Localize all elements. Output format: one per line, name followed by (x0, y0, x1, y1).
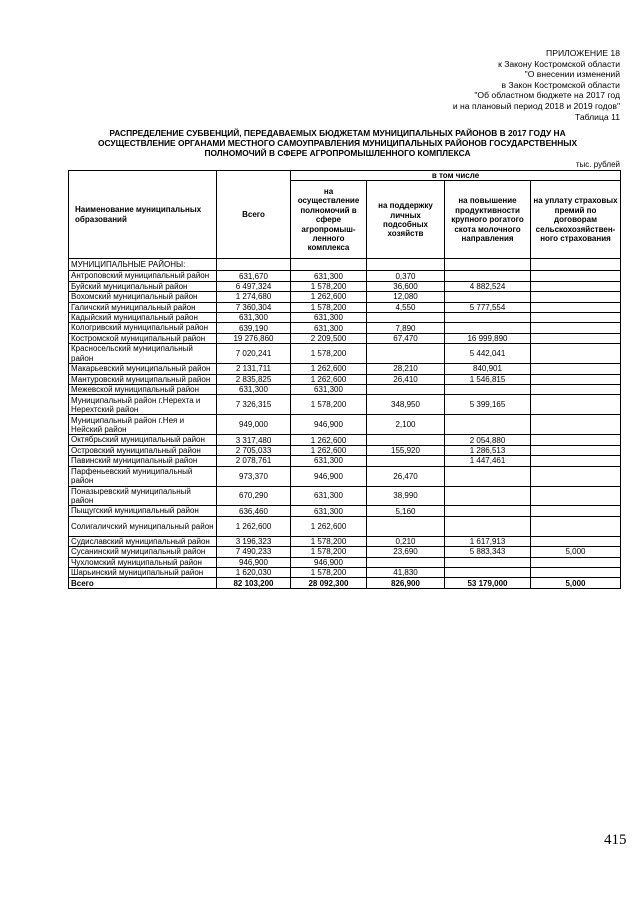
header-total: Всего (217, 171, 291, 259)
subsidy-table (68, 170, 621, 589)
agro-cell: 1 262,600 (291, 445, 367, 455)
cattle-cell (445, 506, 531, 516)
insurance-cell (531, 271, 621, 281)
table-row (69, 466, 621, 486)
insurance-cell (531, 557, 621, 567)
cattle-cell (445, 292, 531, 302)
total-cell: 631,670 (217, 271, 291, 281)
municipality-name: Антроповский муниципальный район (69, 271, 217, 281)
household-cell: 826,900 (367, 578, 445, 589)
agro-cell: 631,300 (291, 271, 367, 281)
municipality-name: Пыщугский муниципальный район (69, 506, 217, 516)
total-cell: 631,300 (217, 313, 291, 323)
header-insurance: на уплату страховых премий по договорам сельскохозяйствен-ного страхования (531, 181, 621, 259)
agro-cell: 1 262,600 (291, 292, 367, 302)
table-row (69, 567, 621, 577)
household-cell: 26,410 (367, 374, 445, 384)
total-cell: 7 020,241 (217, 344, 291, 364)
total-cell: 7 326,315 (217, 395, 291, 415)
total-cell: 670,290 (217, 486, 291, 506)
household-cell: 28,210 (367, 364, 445, 374)
total-cell: 631,300 (217, 385, 291, 395)
agro-cell: 1 262,600 (291, 435, 367, 445)
agro-cell: 946,900 (291, 415, 367, 435)
page-number: 415 (604, 832, 627, 848)
insurance-cell (531, 302, 621, 312)
cattle-cell (445, 385, 531, 395)
total-cell: 2 078,761 (217, 456, 291, 466)
cattle-cell (445, 516, 531, 536)
agro-cell: 631,300 (291, 385, 367, 395)
insurance-cell (531, 536, 621, 546)
insurance-cell (531, 516, 621, 536)
agro-cell: 1 578,200 (291, 281, 367, 291)
municipality-name: Павинский муниципальный район (69, 456, 217, 466)
municipality-name: Буйский муниципальный район (69, 281, 217, 291)
agro-cell: 1 578,200 (291, 395, 367, 415)
cattle-cell: 4 882,524 (445, 281, 531, 291)
municipality-name: Октябрьский муниципальный район (69, 435, 217, 445)
household-cell: 38,990 (367, 486, 445, 506)
household-cell: 155,920 (367, 445, 445, 455)
cattle-cell: 5 883,343 (445, 547, 531, 557)
title-line: ПОЛНОМОЧИЙ В СФЕРЕ АГРОПРОМЫШЛЕННОГО КОМПЛЕКСА (204, 148, 471, 159)
table-row (69, 547, 621, 557)
agro-cell: 946,900 (291, 466, 367, 486)
agro-cell: 1 578,200 (291, 547, 367, 557)
cattle-cell (445, 486, 531, 506)
household-cell: 4,550 (367, 302, 445, 312)
household-cell (367, 385, 445, 395)
total-cell: 1 620,030 (217, 567, 291, 577)
insurance-cell (531, 333, 621, 343)
appendix-header (360, 48, 620, 122)
household-cell: 26,470 (367, 466, 445, 486)
insurance-cell (531, 364, 621, 374)
total-cell: 7 490,233 (217, 547, 291, 557)
household-cell (367, 344, 445, 364)
section-label: МУНИЦИПАЛЬНЫЕ РАЙОНЫ: (69, 259, 217, 271)
insurance-cell (531, 506, 621, 516)
agro-cell: 2 209,500 (291, 333, 367, 343)
municipality-name: Муниципальный район г.Нерехта и Нерехтский район (69, 395, 217, 415)
insurance-cell (531, 374, 621, 384)
agro-cell: 1 578,200 (291, 536, 367, 546)
cattle-cell: 16 999,890 (445, 333, 531, 343)
unit-label: тыс. рублей (575, 160, 620, 169)
household-cell: 36,600 (367, 281, 445, 291)
cattle-cell: 5 777,554 (445, 302, 531, 312)
table-row (69, 292, 621, 302)
insurance-cell (531, 435, 621, 445)
household-cell: 41,830 (367, 567, 445, 577)
table-row (69, 445, 621, 455)
table-row (69, 302, 621, 312)
insurance-cell: 5,000 (531, 547, 621, 557)
insurance-cell (531, 323, 621, 333)
cattle-cell: 1 447,461 (445, 456, 531, 466)
cattle-cell: 5 442,041 (445, 344, 531, 364)
cattle-cell: 1 546,815 (445, 374, 531, 384)
household-cell: 67,470 (367, 333, 445, 343)
total-cell: 639,190 (217, 323, 291, 333)
municipality-name: Шарьинский муниципальный район (69, 567, 217, 577)
municipality-name: Солигаличский муниципальный район (69, 516, 217, 536)
household-cell (367, 557, 445, 567)
cattle-cell: 840,901 (445, 364, 531, 374)
header-group: в том числе (291, 171, 621, 181)
insurance-cell (531, 466, 621, 486)
insurance-cell (531, 567, 621, 577)
appendix-line: и на плановый период 2018 и 2019 годов" (452, 100, 620, 111)
total-cell: 19 276,860 (217, 333, 291, 343)
household-cell: 2,100 (367, 415, 445, 435)
header-household: на поддержку личных подсобных хозяйств (367, 181, 445, 259)
municipality-name: Судиславский муниципальный район (69, 536, 217, 546)
insurance-cell (531, 456, 621, 466)
municipality-name: Межевской муниципальный район (69, 385, 217, 395)
table-row (69, 281, 621, 291)
cattle-cell (445, 466, 531, 486)
table-row (69, 395, 621, 415)
cattle-cell (445, 415, 531, 435)
municipality-name: Всего (69, 578, 217, 589)
municipality-name: Костромской муниципальный район (69, 333, 217, 343)
total-cell: 6 497,324 (217, 281, 291, 291)
agro-cell: 1 262,600 (291, 374, 367, 384)
document-title (75, 128, 600, 159)
household-cell (367, 456, 445, 466)
household-cell: 0,370 (367, 271, 445, 281)
insurance-cell (531, 292, 621, 302)
municipality-name: Поназыревский муниципальный район (69, 486, 217, 506)
total-cell: 946,900 (217, 557, 291, 567)
appendix-line: в Закон Костромской области (501, 79, 620, 90)
table-row (69, 374, 621, 384)
municipality-name: Кадыйский муниципальный район (69, 313, 217, 323)
cattle-cell (445, 567, 531, 577)
insurance-cell (531, 395, 621, 415)
insurance-cell (531, 445, 621, 455)
household-cell: 5,160 (367, 506, 445, 516)
total-cell: 3 196,323 (217, 536, 291, 546)
cattle-cell: 1 286,513 (445, 445, 531, 455)
table-row (69, 557, 621, 567)
municipality-name: Парфеньевский муниципальный район (69, 466, 217, 486)
table-row (69, 344, 621, 364)
agro-cell: 631,300 (291, 456, 367, 466)
appendix-line: "Об областном бюджете на 2017 год (474, 90, 620, 101)
household-cell (367, 435, 445, 445)
appendix-line: "О внесении изменений (524, 69, 620, 80)
total-row (69, 578, 621, 589)
total-cell: 2 835,825 (217, 374, 291, 384)
cattle-cell: 1 617,913 (445, 536, 531, 546)
table-row (69, 435, 621, 445)
municipality-name: Красносельский муниципальный район (69, 344, 217, 364)
household-cell: 348,950 (367, 395, 445, 415)
agro-cell: 631,300 (291, 323, 367, 333)
household-cell (367, 516, 445, 536)
total-cell: 973,370 (217, 466, 291, 486)
insurance-cell (531, 281, 621, 291)
table-row (69, 516, 621, 536)
household-cell: 0,210 (367, 536, 445, 546)
household-cell: 23,690 (367, 547, 445, 557)
agro-cell: 1 262,600 (291, 364, 367, 374)
header-cattle: на повышение продуктивности крупного рогатого скота молочного направления (445, 181, 531, 259)
municipality-name: Кологривский муниципальный район (69, 323, 217, 333)
table-row (69, 415, 621, 435)
agro-cell: 1 578,200 (291, 302, 367, 312)
cattle-cell: 53 179,000 (445, 578, 531, 589)
municipality-name: Вохомский муниципальный район (69, 292, 217, 302)
appendix-line: Таблица 11 (574, 111, 620, 122)
total-cell: 2 705,033 (217, 445, 291, 455)
title-line: ОСУЩЕСТВЛЕНИЕ ОРГАНАМИ МЕСТНОГО САМОУПРАВЛЕНИЯ МУНИЦИПАЛЬНЫХ РАЙОНОВ ГОСУДАРСТВЕННЫХ (97, 138, 578, 149)
insurance-cell (531, 313, 621, 323)
insurance-cell (531, 344, 621, 364)
total-cell: 82 103,200 (217, 578, 291, 589)
cattle-cell (445, 323, 531, 333)
header-name: Наименование муниципальных образований (69, 171, 217, 259)
appendix-line: ПРИЛОЖЕНИЕ 18 (546, 48, 620, 58)
table-row (69, 271, 621, 281)
agro-cell: 28 092,300 (291, 578, 367, 589)
cattle-cell (445, 271, 531, 281)
municipality-name: Мантуровский муниципальный район (69, 374, 217, 384)
title-line: РАСПРЕДЕЛЕНИЕ СУБВЕНЦИЙ, ПЕРЕДАВАЕМЫХ БЮДЖЕТАМ МУНИЦИПАЛЬНЫХ РАЙОНОВ В 2017 ГОДУ НА (109, 128, 566, 138)
cattle-cell (445, 313, 531, 323)
municipality-name: Чухломский муниципальный район (69, 557, 217, 567)
insurance-cell (531, 385, 621, 395)
total-cell: 7 360,304 (217, 302, 291, 312)
agro-cell: 631,300 (291, 313, 367, 323)
insurance-cell (531, 415, 621, 435)
municipality-name: Сусанинский муниципальный район (69, 547, 217, 557)
table-row (69, 536, 621, 546)
header-agro: на осуществление полномочий в сфере агропромыш-ленного комплекса (291, 181, 367, 259)
total-cell: 949,000 (217, 415, 291, 435)
agro-cell: 1 578,200 (291, 344, 367, 364)
total-cell: 3 317,480 (217, 435, 291, 445)
table-row (69, 333, 621, 343)
total-cell: 1 262,600 (217, 516, 291, 536)
table-row (69, 364, 621, 374)
cattle-cell: 5 399,165 (445, 395, 531, 415)
table-row (69, 486, 621, 506)
insurance-cell (531, 486, 621, 506)
total-cell: 2 131,711 (217, 364, 291, 374)
municipality-name: Муниципальный район г.Нея и Нейский район (69, 415, 217, 435)
agro-cell: 1 578,200 (291, 567, 367, 577)
household-cell: 12,080 (367, 292, 445, 302)
cattle-cell (445, 557, 531, 567)
agro-cell: 946,900 (291, 557, 367, 567)
municipality-name: Галичский муниципальный район (69, 302, 217, 312)
table-row (69, 385, 621, 395)
table-row (69, 506, 621, 516)
household-cell (367, 313, 445, 323)
table-row (69, 323, 621, 333)
total-cell: 1 274,680 (217, 292, 291, 302)
agro-cell: 1 262,600 (291, 516, 367, 536)
municipality-name: Островский муниципальный район (69, 445, 217, 455)
cattle-cell: 2 054,880 (445, 435, 531, 445)
total-cell: 636,460 (217, 506, 291, 516)
table-row (69, 313, 621, 323)
appendix-line: к Закону Костромской области (498, 58, 620, 69)
municipality-name: Макарьевский муниципальный район (69, 364, 217, 374)
table-row (69, 456, 621, 466)
agro-cell: 631,300 (291, 486, 367, 506)
insurance-cell: 5,000 (531, 578, 621, 589)
household-cell: 7,890 (367, 323, 445, 333)
agro-cell: 631,300 (291, 506, 367, 516)
